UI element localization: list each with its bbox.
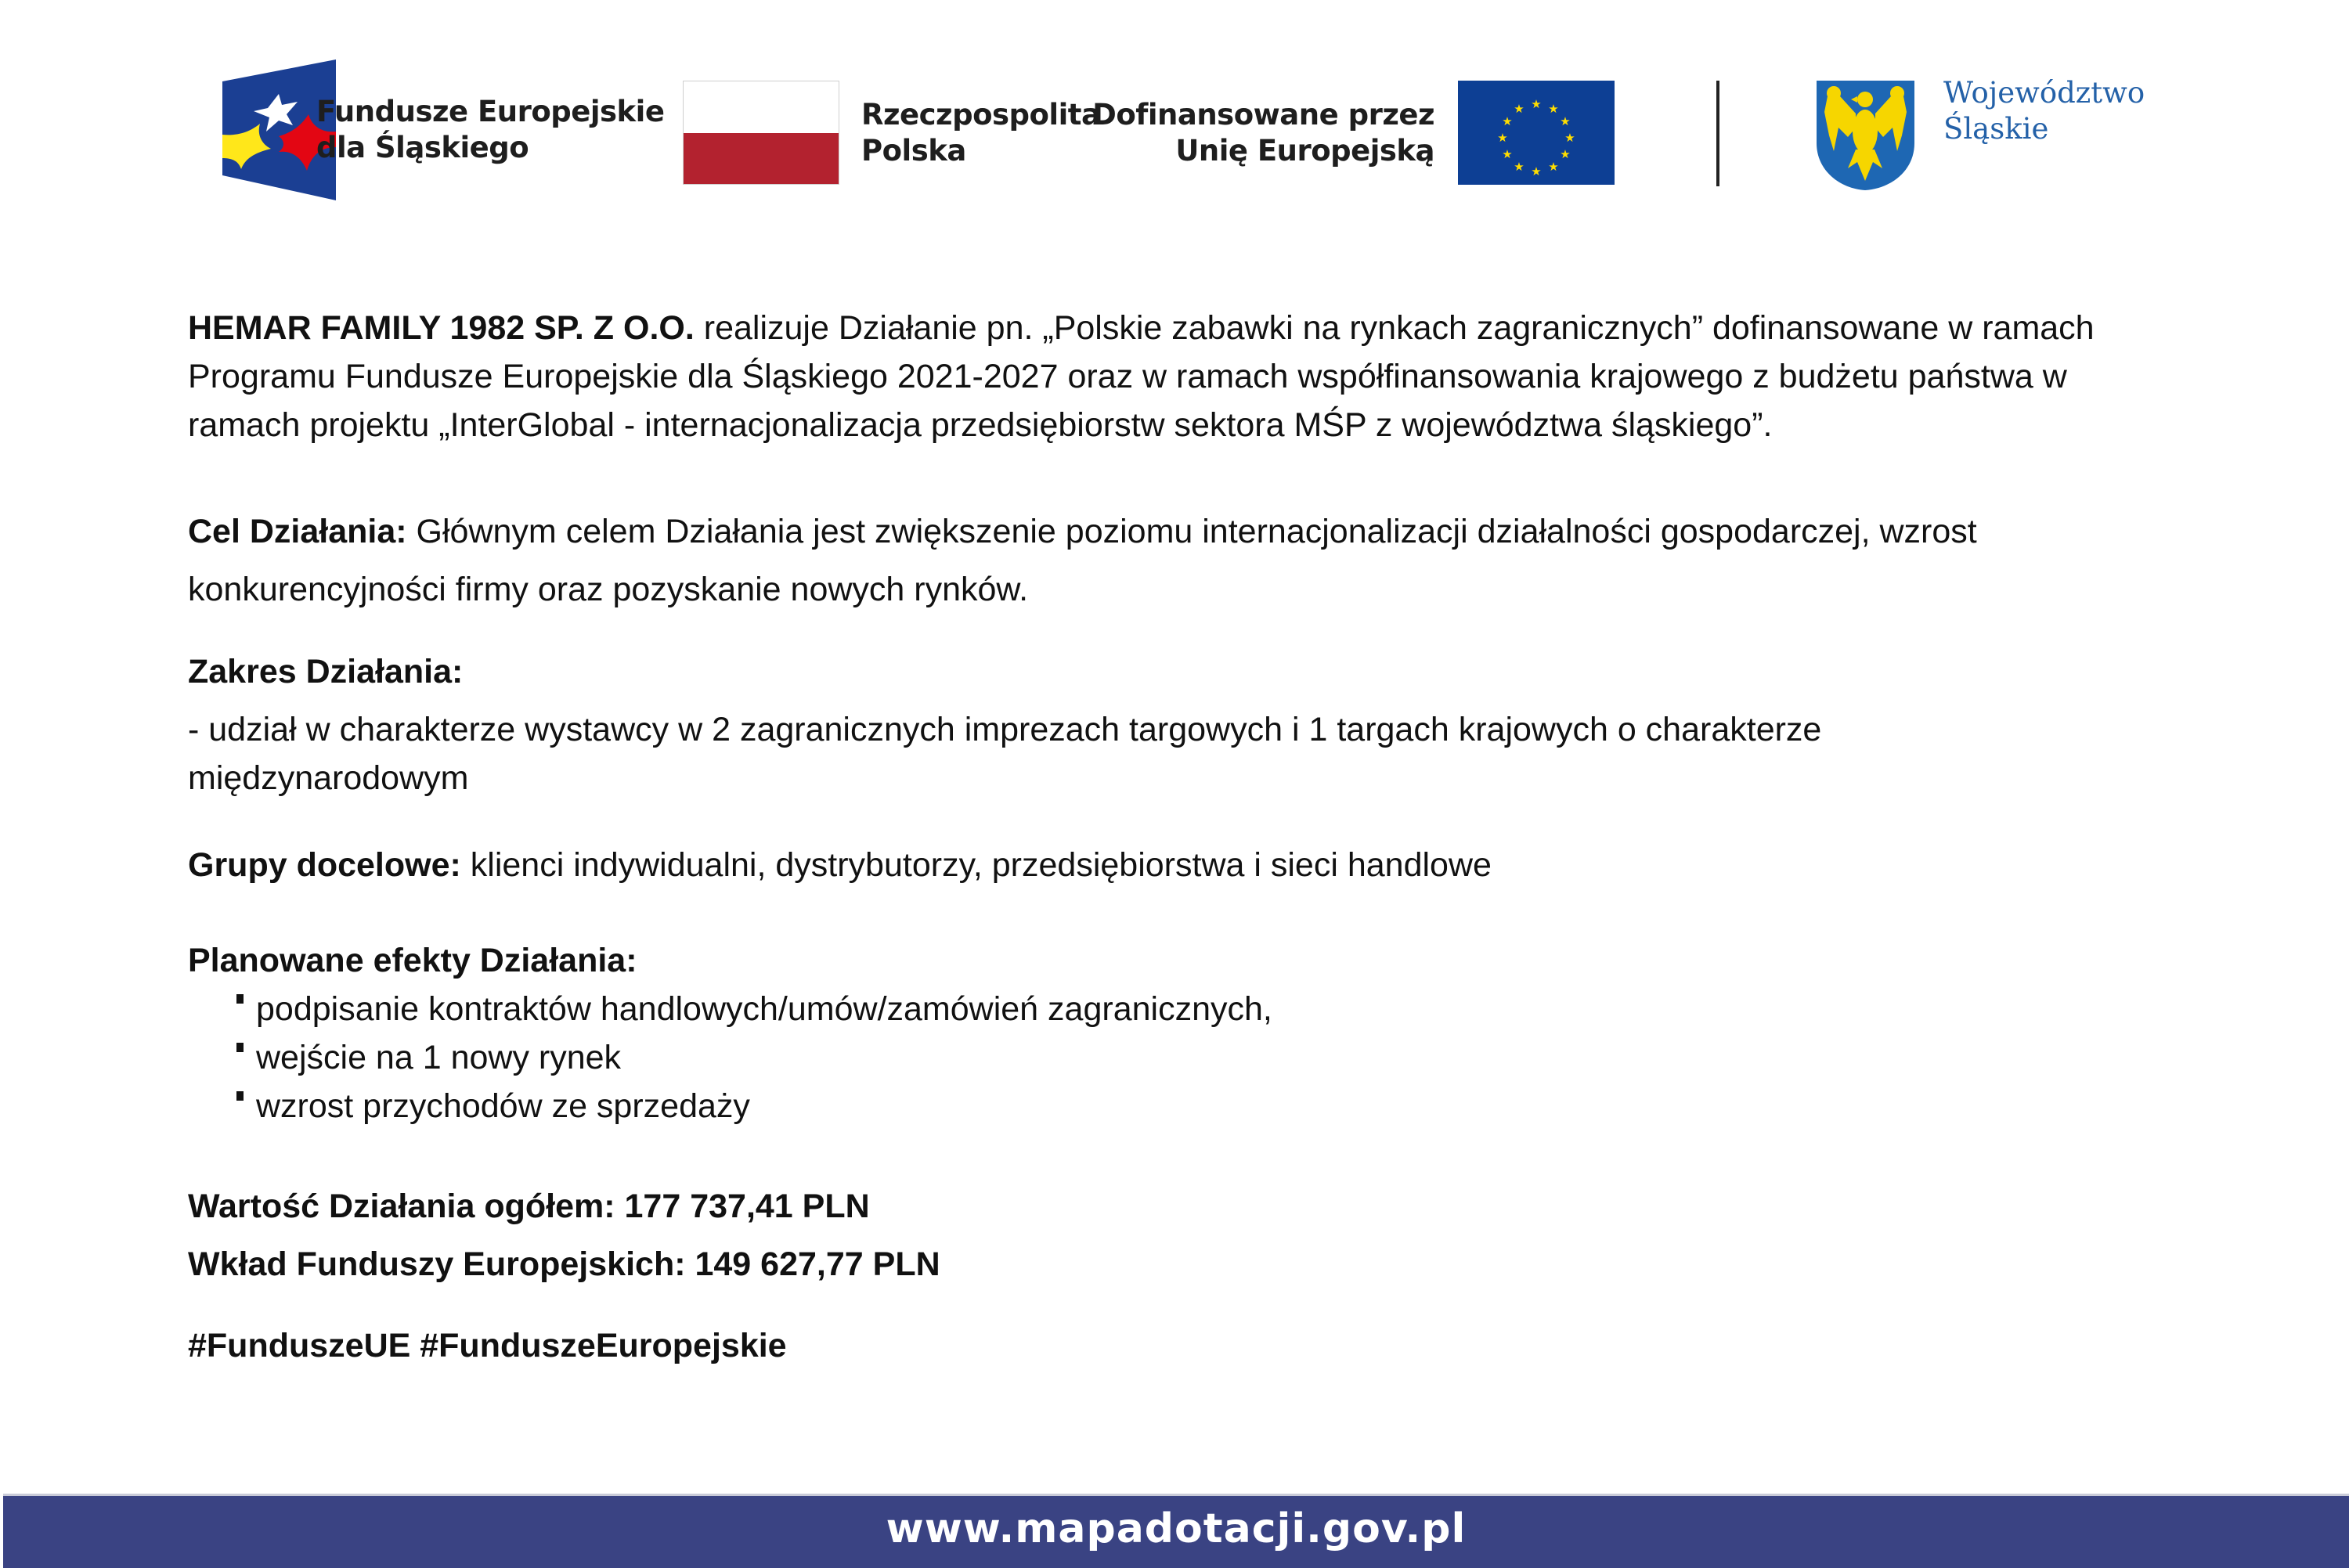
effect-item xyxy=(188,1082,2177,1130)
footer-bar xyxy=(3,1494,2349,1568)
bullet-square-icon xyxy=(236,1043,244,1052)
svg-text:★: ★ xyxy=(1514,160,1525,174)
target-text: klienci indywidualni, dystrybutorzy, przedsiębiorstwa i sieci handlowe xyxy=(460,846,1492,884)
svg-text:★: ★ xyxy=(1514,102,1525,116)
effect-item-text: wzrost przychodów ze sprzedaży xyxy=(256,1087,750,1125)
fe-logo-text xyxy=(316,94,664,166)
scope-text: - udział w charakterze wystawcy w 2 zagranicznych imprezach targowych i 1 targach krajowych o charakterze międzynarodowym xyxy=(188,711,1822,797)
rp-logo-line1: Rzeczpospolita xyxy=(861,98,1101,132)
effects-section xyxy=(188,936,2177,1130)
bullet-square-icon xyxy=(236,1091,244,1101)
svg-text:★: ★ xyxy=(1548,102,1559,116)
target-label: Grupy docelowe: xyxy=(188,846,461,884)
effects-label: Planowane efekty Działania: xyxy=(188,942,637,979)
footer-url[interactable]: www.mapadotacji.gov.pl xyxy=(886,1505,1467,1552)
svg-text:★: ★ xyxy=(1531,97,1542,111)
scope-label: Zakres Działania: xyxy=(188,653,464,690)
bullet-square-icon xyxy=(236,994,244,1004)
fe-logo-line2: dla Śląskiego xyxy=(316,131,529,164)
eu-flag-icon xyxy=(1458,81,1615,185)
rp-logo-line2: Polska xyxy=(861,134,966,168)
goal-label: Cel Działania: xyxy=(188,513,407,550)
ws-logo-line1: Województwo xyxy=(1943,76,2145,110)
svg-text:★: ★ xyxy=(1564,131,1575,145)
intro-text: realizuje Działanie pn. „Polskie zabawki na rynkach zagranicznych” dofinansowane w ramach Programu Fundusze Europejskie dla Śląskiego 2021-2027 oraz w ramach współfinansowania krajowego z budżetu państwa w ramach projektu „InterGlobal - internacjonalizacja przedsiębiorstw sektora MŚP z województwa śląskiego”. xyxy=(188,309,2095,444)
target-section xyxy=(188,841,2177,889)
effect-item xyxy=(188,1033,2177,1082)
ws-logo-text xyxy=(1943,75,2145,147)
svg-text:★: ★ xyxy=(1497,131,1508,145)
effect-item xyxy=(188,985,2177,1033)
svg-text:★: ★ xyxy=(1560,114,1571,128)
effect-item-text: podpisanie kontraktów handlowych/umów/zamówień zagranicznych, xyxy=(256,990,1272,1028)
goal-section xyxy=(188,503,2177,618)
intro-paragraph xyxy=(188,304,2177,449)
svg-text:★: ★ xyxy=(1560,147,1571,161)
svg-text:★: ★ xyxy=(1531,164,1542,178)
logo-divider xyxy=(1716,81,1719,186)
eu-text-line1: Dofinansowane przez xyxy=(1092,98,1434,132)
values-section xyxy=(188,1177,2177,1293)
eu-cofinanced-text xyxy=(1081,97,1434,169)
hashtags: #FunduszeUE #FunduszeEuropejskie xyxy=(188,1327,787,1364)
eu-text-line2: Unię Europejską xyxy=(1175,134,1434,168)
rp-logo-text xyxy=(861,97,1100,169)
polish-flag-icon xyxy=(683,81,839,185)
total-value: Wartość Działania ogółem: 177 737,41 PLN xyxy=(188,1188,870,1225)
svg-text:★: ★ xyxy=(1502,114,1513,128)
svg-text:★: ★ xyxy=(1502,147,1513,161)
fe-logo-line1: Fundusze Europejskie xyxy=(316,95,665,128)
silesia-coat-of-arms-icon xyxy=(1817,81,1914,190)
company-name: HEMAR FAMILY 1982 SP. Z O.O. xyxy=(188,309,695,347)
ws-logo-line2: Śląskie xyxy=(1943,112,2049,146)
goal-text: Głównym celem Działania jest zwiększenie poziomu internacjonalizacji działalności gospodarczej, wzrost konkurencyjności firmy oraz pozyskanie nowych rynków. xyxy=(188,513,1977,608)
scope-section xyxy=(188,647,2177,802)
svg-text:★: ★ xyxy=(1548,160,1559,174)
eu-contribution-value: Wkład Funduszy Europejskich: 149 627,77 PLN xyxy=(188,1245,940,1283)
effect-item-text: wejście na 1 nowy rynek xyxy=(256,1039,622,1076)
